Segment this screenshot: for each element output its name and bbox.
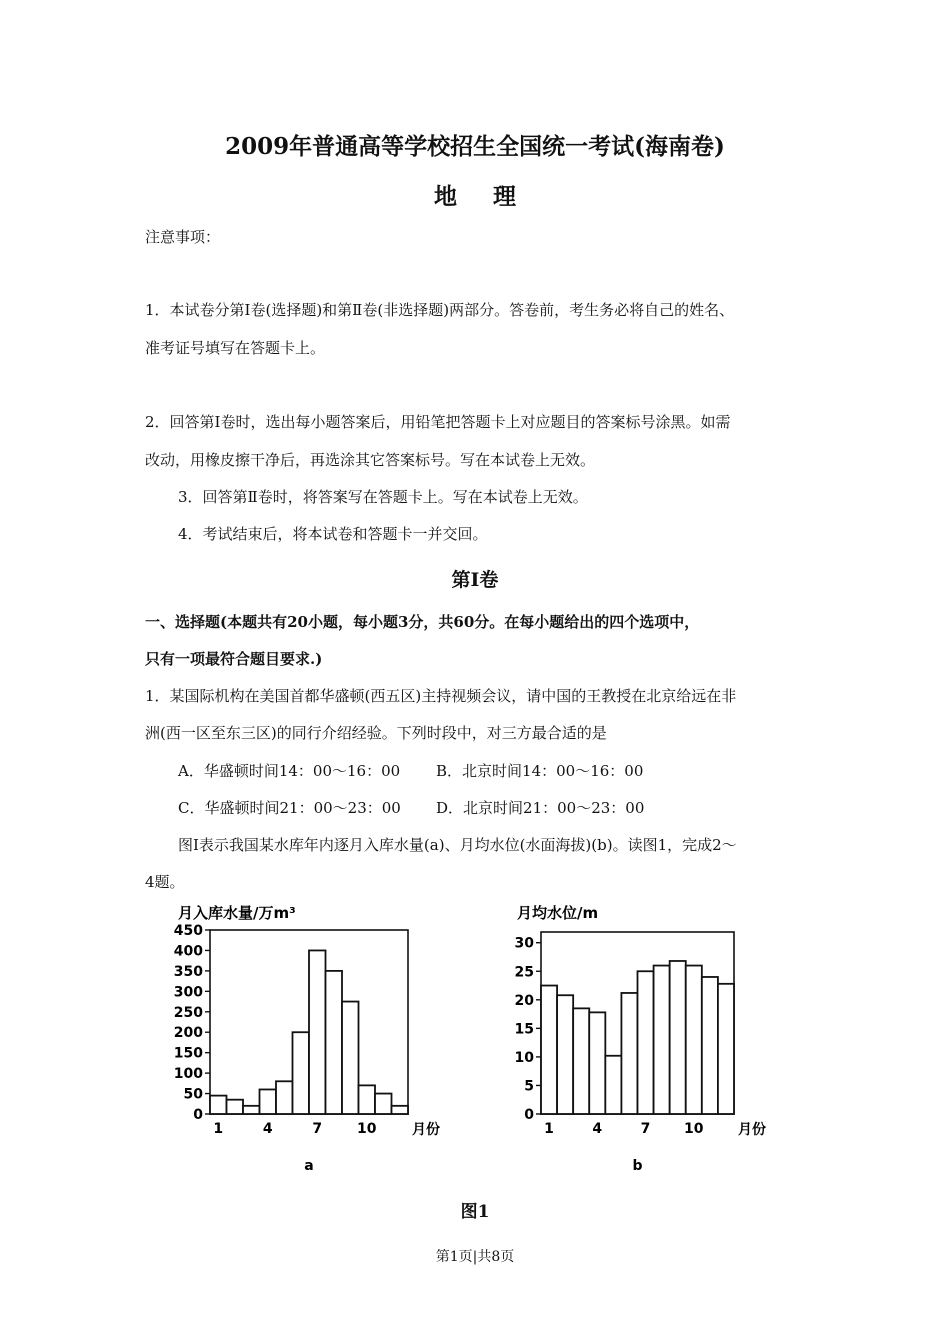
y-tick-label: 100 (173, 1066, 203, 1083)
bar-month-5 (276, 1081, 293, 1114)
y-tick-label: 400 (173, 943, 203, 960)
page-footer: 第1页|共8页 (435, 1249, 515, 1265)
x-axis-title: 月份 (412, 1122, 440, 1138)
bar-month-2 (557, 995, 573, 1114)
notice-line: 改动，用橡皮擦干净后，再选涂其它答案标号。写在本试卷上无效。 (145, 451, 596, 469)
bar-month-9 (670, 961, 686, 1114)
bar-month-11 (702, 977, 718, 1114)
y-tick-label: 25 (514, 964, 534, 981)
x-tick-label: 1 (544, 1121, 554, 1137)
option-c: C．华盛顿时间21：00～23：00 (178, 799, 401, 817)
bar-month-6 (621, 993, 637, 1114)
bar-month-12 (392, 1106, 409, 1114)
y-tick-label: 450 (173, 923, 203, 939)
option-a: A．华盛顿时间14：00～16：00 (178, 762, 401, 780)
exam-title: 2009年普通高等学校招生全国统一考试(海南卷) (225, 133, 725, 160)
notice-line: 3．回答第Ⅱ卷时，将答案写在答题卡上。写在本试卷上无效。 (178, 488, 588, 506)
notice-line: 2．回答第Ⅰ卷时，选出每小题答案后，用铅笔把答题卡上对应题目的答案标号涂黑。如需 (145, 413, 731, 431)
question-stem: 洲(西一区至东三区)的同行介绍经验。下列时段中，对三方最合适的是 (145, 724, 607, 742)
inflow-bar-chart (170, 900, 460, 1185)
y-tick-label: 250 (173, 1004, 203, 1021)
y-tick-label: 0 (193, 1107, 203, 1123)
bar-month-1 (210, 1096, 227, 1114)
notice-line: 1．本试卷分第Ⅰ卷(选择题)和第Ⅱ卷(非选择题)两部分。答卷前，考生务必将自己的姓名、 (145, 301, 735, 319)
x-tick-label: 4 (592, 1121, 603, 1137)
x-axis-title: 月份 (738, 1122, 766, 1138)
bar-month-8 (654, 966, 670, 1114)
bar-month-6 (293, 1032, 310, 1114)
bar-month-12 (718, 984, 734, 1114)
y-tick-label: 350 (173, 963, 203, 980)
y-tick-label: 10 (514, 1049, 534, 1066)
section-instruction: 一、选择题(本题共有20小题，每小题3分，共60分。在每小题给出的四个选项中， (145, 613, 700, 631)
figure-intro: 图Ⅰ表示我国某水库年内逐月入库水量(a)、月均水位(水面海拔)(b)。读图1，完成2～ (178, 836, 737, 854)
y-tick-label: 300 (173, 984, 203, 1001)
bar-month-10 (686, 966, 702, 1114)
x-tick-label: 10 (684, 1121, 704, 1137)
x-tick-label: 7 (312, 1121, 323, 1137)
bar-month-9 (342, 1002, 359, 1114)
figure-intro: 4题。 (145, 873, 185, 891)
bar-month-4 (589, 1012, 605, 1114)
figure-label: 图1 (460, 1202, 490, 1222)
y-tick-label: 20 (514, 992, 534, 1009)
y-tick-label: 30 (514, 935, 534, 952)
y-tick-label: 50 (183, 1086, 203, 1103)
bar-month-10 (359, 1085, 376, 1114)
bar-month-2 (227, 1100, 244, 1114)
bar-month-3 (243, 1106, 260, 1114)
bar-month-7 (309, 950, 326, 1114)
water-level-bar-chart (505, 900, 795, 1185)
notice-line: 4．考试结束后，将本试卷和答题卡一并交回。 (178, 525, 488, 543)
bar-month-7 (638, 971, 654, 1114)
y-tick-label: 15 (514, 1021, 534, 1038)
subject-title: 地理 (434, 183, 552, 210)
option-d: D．北京时间21：00～23：00 (436, 799, 645, 817)
x-tick-label: 4 (262, 1121, 273, 1137)
bar-month-3 (573, 1008, 589, 1114)
y-axis-title: 月入库水量/万m³ (178, 904, 296, 922)
option-b: B．北京时间14：00～16：00 (436, 762, 644, 780)
question-stem: 1．某国际机构在美国首都华盛顿(西五区)主持视频会议，请中国的王教授在北京给远在非 (145, 687, 737, 705)
section-instruction: 只有一项最符合题目要求.) (145, 650, 323, 668)
chart-caption: b (632, 1158, 643, 1174)
x-tick-label: 1 (213, 1121, 224, 1137)
y-tick-label: 200 (173, 1025, 203, 1042)
y-axis-title: 月均水位/m (517, 904, 599, 922)
notice-line: 准考证号填写在答题卡上。 (145, 339, 326, 357)
y-tick-label: 5 (524, 1078, 534, 1095)
y-tick-label: 0 (524, 1107, 534, 1123)
y-tick-label: 150 (173, 1045, 203, 1062)
notice-heading: 注意事项： (145, 228, 221, 246)
chart-caption: a (304, 1158, 314, 1174)
bar-month-5 (605, 1056, 621, 1114)
x-tick-label: 7 (640, 1121, 651, 1137)
section-title: 第Ⅰ卷 (451, 569, 499, 591)
x-tick-label: 10 (357, 1121, 377, 1137)
bar-month-1 (541, 986, 557, 1114)
bar-month-4 (260, 1089, 277, 1114)
bar-month-11 (375, 1094, 392, 1114)
bar-month-8 (326, 971, 343, 1114)
